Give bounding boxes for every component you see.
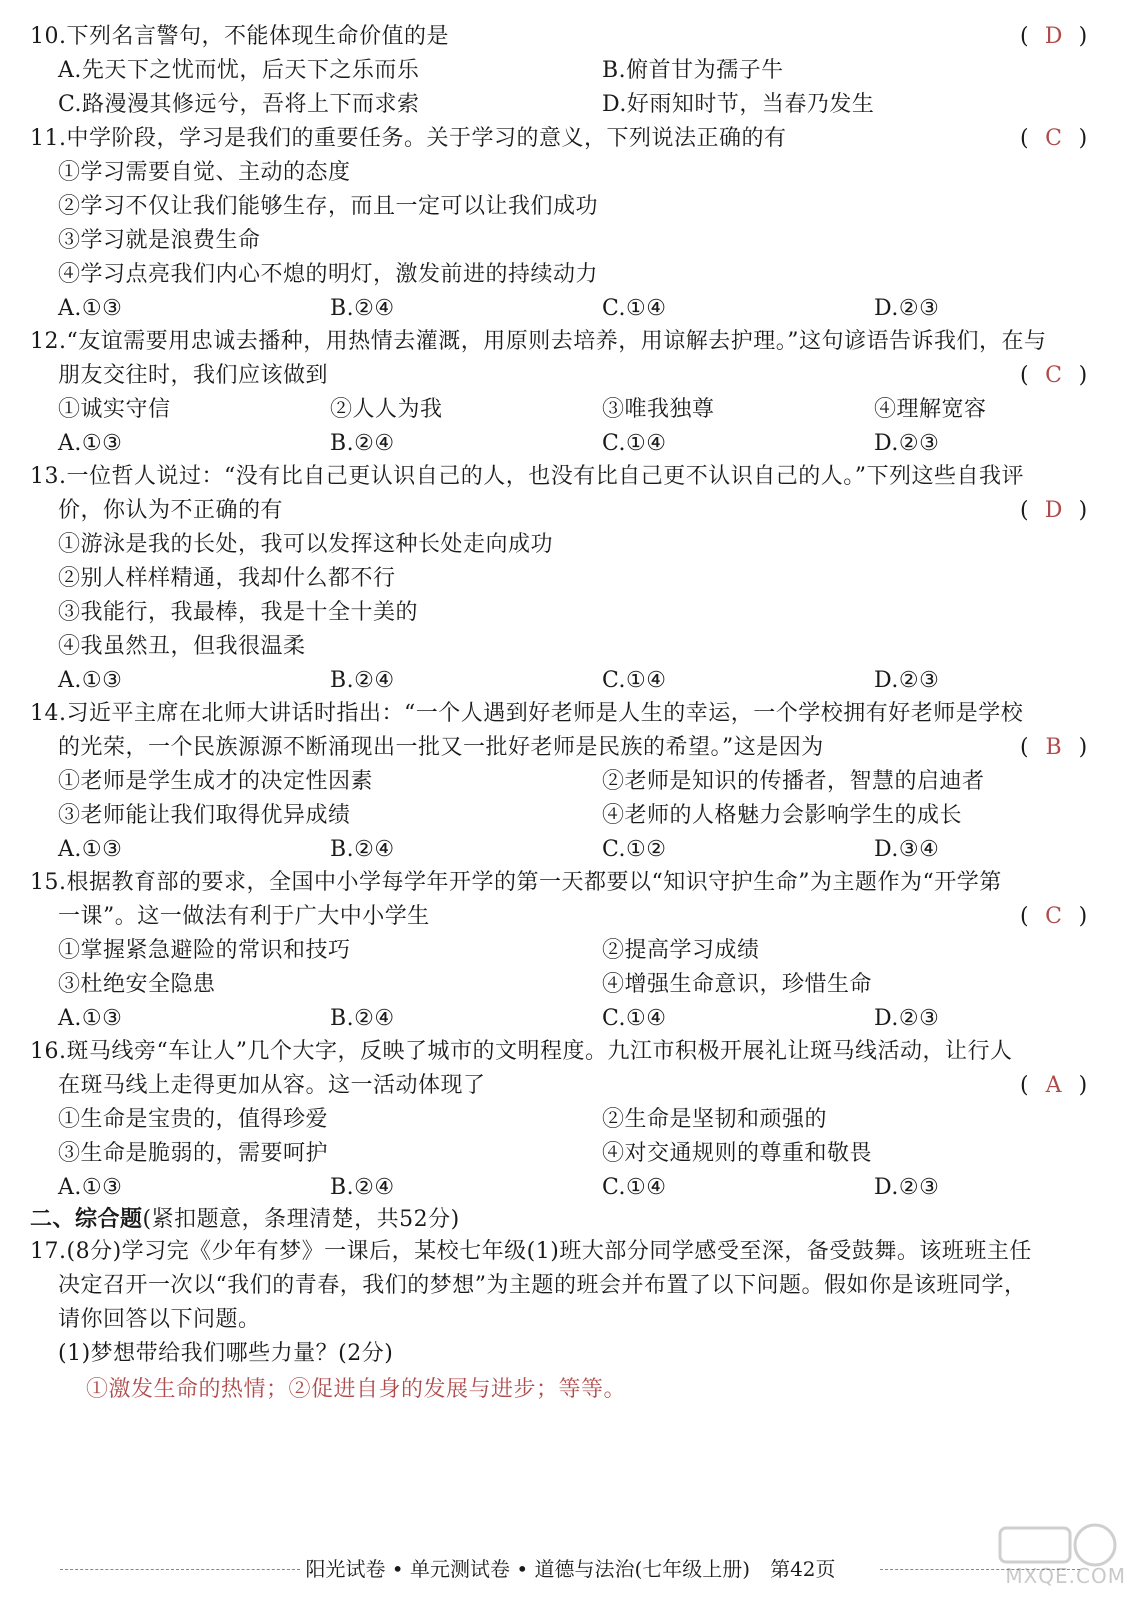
- q11-option-c: C.①④: [602, 296, 667, 321]
- bracket-open: (: [1020, 498, 1029, 523]
- q10-stem: 10.下列名言警句，不能体现生命价值的是: [30, 24, 449, 49]
- q12-statement-3: ③唯我独尊: [602, 397, 715, 422]
- q10-option-a: A.先天下之忧而忧，后天下之乐而乐: [58, 58, 420, 83]
- q13-statement-3: ③我能行，我最棒，我是十全十美的: [58, 600, 419, 625]
- q14-answer-bracket: [1020, 733, 1120, 763]
- q12-stem-line-2: 朋友交往时，我们应该做到: [58, 363, 329, 388]
- q10-answer: D: [1044, 24, 1063, 49]
- q11-option-b: B.②④: [330, 296, 395, 321]
- q10-option-b: B.俯首甘为孺子牛: [602, 58, 784, 83]
- q17-stem-line-1: 17.(8分)学习完《少年有梦》一课后，某校七年级(1)班大部分同学感受至深，备受鼓舞。该班班主任: [30, 1239, 1032, 1264]
- bracket-open: (: [1020, 363, 1029, 388]
- q17-stem-line-3: 请你回答以下问题。: [58, 1307, 261, 1332]
- q11-statement-3: ③学习就是浪费生命: [58, 228, 261, 253]
- q16-statement-4: ④对交通规则的尊重和敬畏: [602, 1141, 873, 1166]
- section-2-note: (紧扣题意，条理清楚，共52分): [142, 1207, 460, 1232]
- q17-sub-question-1: (1)梦想带给我们哪些力量？(2分): [58, 1341, 394, 1366]
- q14-answer: B: [1045, 735, 1062, 760]
- q15-statement-3: ③杜绝安全隐患: [58, 972, 216, 997]
- q10-answer-bracket: [1020, 22, 1120, 52]
- q16-stem-line-1: 16.斑马线旁“车让人”几个大字，反映了城市的文明程度。九江市积极开展礼让斑马线活动，让行人: [30, 1039, 1013, 1064]
- q12-stem-line-1: 12.“友谊需要用忠诚去播种，用热情去灌溉，用原则去培养，用谅解去护理。”这句谚语告诉我们，在与: [30, 329, 1047, 354]
- page-footer: 阳光试卷 • 单元测试卷 • 道德与法治(七年级上册) 第42页: [305, 1557, 836, 1581]
- q16-option-c: C.①④: [602, 1175, 667, 1200]
- watermark-text: MXQE.COM: [1005, 1564, 1126, 1588]
- bracket-close: ): [1078, 1073, 1088, 1098]
- q10-option-d: D.好雨知时节，当春乃发生: [602, 92, 875, 117]
- q13-statement-1: ①游泳是我的长处，我可以发挥这种长处走向成功: [58, 532, 554, 557]
- q13-option-d: D.②③: [874, 668, 940, 693]
- q11-statement-2: ②学习不仅让我们能够生存，而且一定可以让我们成功: [58, 194, 599, 219]
- bracket-open: (: [1020, 24, 1029, 49]
- q14-statement-4: ④老师的人格魅力会影响学生的成长: [602, 803, 963, 828]
- q15-answer: C: [1045, 904, 1063, 929]
- q16-statement-1: ①生命是宝贵的，值得珍爱: [58, 1107, 329, 1132]
- q14-option-a: A.①③: [58, 837, 123, 862]
- q14-option-c: C.①②: [602, 837, 667, 862]
- q13-option-b: B.②④: [330, 668, 395, 693]
- q14-stem-line-2: 的光荣，一个民族源源不断涌现出一批又一批好老师是民族的希望。”这是因为: [58, 735, 824, 760]
- section-2-heading: [30, 1204, 460, 1234]
- q16-statement-3: ③生命是脆弱的，需要呵护: [58, 1141, 329, 1166]
- q15-option-b: B.②④: [330, 1006, 395, 1031]
- q13-answer: D: [1044, 498, 1063, 523]
- q12-statement-4: ④理解宽容: [874, 397, 987, 422]
- q13-answer-bracket: [1020, 496, 1120, 526]
- watermark-logo: [980, 1520, 1130, 1590]
- q14-stem-line-1: 14.习近平主席在北师大讲话时指出：“一个人遇到好老师是人生的幸运，一个学校拥有好老师是学校: [30, 701, 1024, 726]
- q12-statement-2: ②人人为我: [330, 397, 443, 422]
- q15-option-d: D.②③: [874, 1006, 940, 1031]
- bracket-open: (: [1020, 1073, 1029, 1098]
- section-2-title: 二、综合题: [30, 1206, 143, 1232]
- q11-statement-4: ④学习点亮我们内心不熄的明灯，激发前进的持续动力: [58, 262, 599, 287]
- watermark-seal-icon: [980, 1520, 1130, 1570]
- q16-stem-line-2: 在斑马线上走得更加从容。这一活动体现了: [58, 1073, 486, 1098]
- q17-stem-line-2: 决定召开一次以“我们的青春，我们的梦想”为主题的班会并布置了以下问题。假如你是该班同学，: [58, 1273, 1027, 1298]
- q15-option-a: A.①③: [58, 1006, 123, 1031]
- bracket-close: ): [1078, 498, 1088, 523]
- q14-option-d: D.③④: [874, 837, 940, 862]
- q16-statement-2: ②生命是坚韧和顽强的: [602, 1107, 828, 1132]
- q17-sub-answer-1: ①激发生命的热情；②促进自身的发展与进步；等等。: [86, 1377, 627, 1402]
- bracket-close: ): [1078, 126, 1088, 151]
- q12-answer: C: [1045, 363, 1063, 388]
- q12-option-a: A.①③: [58, 431, 123, 456]
- q12-option-b: B.②④: [330, 431, 395, 456]
- q11-stem: 11.中学阶段，学习是我们的重要任务。关于学习的意义，下列说法正确的有: [30, 126, 787, 151]
- bracket-open: (: [1020, 904, 1029, 929]
- q16-answer: A: [1045, 1073, 1062, 1098]
- q10-option-c: C.路漫漫其修远兮，吾将上下而求索: [58, 92, 420, 117]
- q15-option-c: C.①④: [602, 1006, 667, 1031]
- q15-answer-bracket: [1020, 902, 1120, 932]
- q14-option-b: B.②④: [330, 837, 395, 862]
- q15-statement-1: ①掌握紧急避险的常识和技巧: [58, 938, 351, 963]
- q14-statement-1: ①老师是学生成才的决定性因素: [58, 769, 374, 794]
- q15-stem-line-1: 15.根据教育部的要求，全国中小学每学年开学的第一天都要以“知识守护生命”为主题作为“开学第: [30, 870, 1002, 895]
- bracket-close: ): [1078, 735, 1088, 760]
- q14-statement-2: ②老师是知识的传播者，智慧的启迪者: [602, 769, 985, 794]
- q12-option-c: C.①④: [602, 431, 667, 456]
- q12-statement-1: ①诚实守信: [58, 397, 171, 422]
- q16-option-b: B.②④: [330, 1175, 395, 1200]
- q15-stem-line-2: 一课”。这一做法有利于广大中小学生: [58, 904, 430, 929]
- q16-option-d: D.②③: [874, 1175, 940, 1200]
- bracket-close: ): [1078, 904, 1088, 929]
- q12-answer-bracket: [1020, 361, 1120, 391]
- q11-option-a: A.①③: [58, 296, 123, 321]
- q13-option-a: A.①③: [58, 668, 123, 693]
- q13-stem-line-1: 13.一位哲人说过：“没有比自己更认识自己的人，也没有比自己更不认识自己的人。”下列这些自我评: [30, 464, 1024, 489]
- bracket-open: (: [1020, 126, 1029, 151]
- bracket-close: ): [1078, 24, 1088, 49]
- q13-option-c: C.①④: [602, 668, 667, 693]
- bracket-close: ): [1078, 363, 1088, 388]
- q11-option-d: D.②③: [874, 296, 940, 321]
- q16-answer-bracket: [1020, 1071, 1120, 1101]
- bracket-open: (: [1020, 735, 1029, 760]
- q13-statement-2: ②别人样样精通，我却什么都不行: [58, 566, 396, 591]
- q13-stem-line-2: 价，你认为不正确的有: [58, 498, 284, 523]
- q11-statement-1: ①学习需要自觉、主动的态度: [58, 160, 351, 185]
- q11-answer: C: [1045, 126, 1063, 151]
- q14-statement-3: ③老师能让我们取得优异成绩: [58, 803, 351, 828]
- q13-statement-4: ④我虽然丑，但我很温柔: [58, 634, 306, 659]
- q15-statement-4: ④增强生命意识，珍惜生命: [602, 972, 873, 997]
- q16-option-a: A.①③: [58, 1175, 123, 1200]
- q12-option-d: D.②③: [874, 431, 940, 456]
- q11-answer-bracket: [1020, 124, 1120, 154]
- q15-statement-2: ②提高学习成绩: [602, 938, 760, 963]
